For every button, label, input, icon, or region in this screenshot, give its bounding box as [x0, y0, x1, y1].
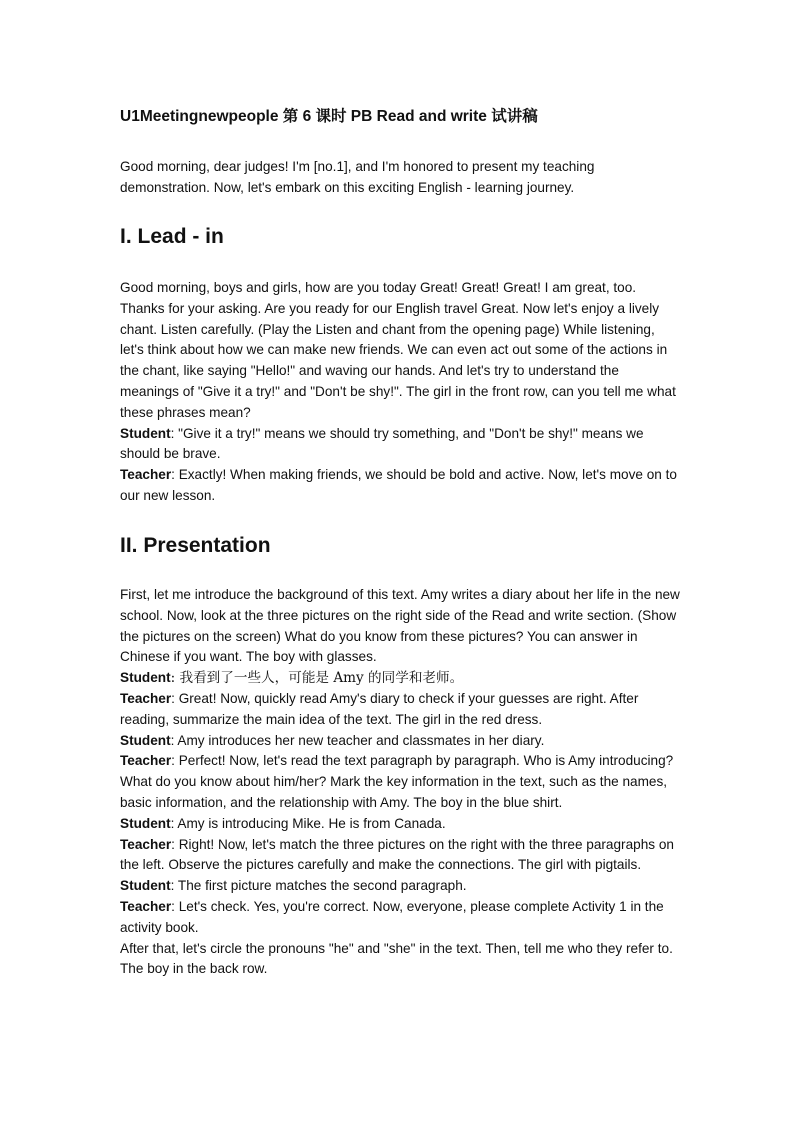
presentation-paragraph: First, let me introduce the background of this text. Amy writes a diary about her life in the new school. Now, look at the three pictures on the right side of the Read and write section. (Show the pictures on the screen) What do you know from these pictures? You can answer in Chinese if you want. The boy with glasses. — [120, 587, 680, 665]
dialogue-line — [120, 424, 680, 466]
dialogue-line — [120, 465, 680, 507]
dialogue-line — [120, 689, 680, 731]
presentation-heading: II. Presentation — [120, 534, 271, 557]
speaker-label: Teacher — [120, 898, 172, 914]
speaker-label: Teacher — [120, 836, 172, 852]
dialogue-line — [120, 731, 680, 752]
speaker-label: Student — [120, 878, 171, 894]
lead-in-heading: I. Lead - in — [120, 225, 224, 248]
intro-paragraph: Good morning, dear judges! I'm [no.1], and I'm honored to present my teaching demonstration. Now, let's embark on this exciting English - learning journey. — [120, 159, 595, 195]
speaker-label: Teacher — [120, 467, 172, 483]
dialogue-text: : Perfect! Now, let's read the text paragraph by paragraph. Who is Amy introducing? What do you know about him/her? Mark the key information in the text, such as the names, basic information, and the relationship with Amy. The boy in the blue shirt. — [120, 753, 674, 810]
lead-in-section — [120, 278, 680, 507]
closing-paragraph: After that, let's circle the pronouns "he" and "she" in the text. Then, tell me who they refer to. The boy in the back row. — [120, 940, 673, 977]
dialogue-line — [120, 814, 680, 835]
dialogue-text: : Right! Now, let's match the three pictures on the right with the three paragraphs on the left. Observe the pictures carefully and make the connections. The girl with pigtails. — [120, 836, 674, 873]
dialogue-text: : Great! Now, quickly read Amy's diary to check if your guesses are right. After reading, summarize the main idea of the text. The girl in the red dress. — [120, 690, 639, 727]
dialogue-text: : Exactly! When making friends, we should be bold and active. Now, let's move on to our new lesson. — [120, 467, 677, 503]
dialogue-text: : Let's check. Yes, you're correct. Now, everyone, please complete Activity 1 in the activity book. — [120, 898, 664, 935]
speaker-label: Teacher — [120, 753, 172, 769]
speaker-label: Student — [120, 670, 171, 686]
dialogue-line — [120, 835, 680, 877]
document-title: U1Meetingnewpeople 第 6 课时 PB Read and write 试讲稿 — [120, 108, 538, 125]
dialogue-text: : The first picture matches the second paragraph. — [170, 878, 467, 894]
dialogue-text: : Amy introduces her new teacher and classmates in her diary. — [170, 732, 545, 748]
dialogue-line — [120, 897, 680, 939]
speaker-label: Student — [120, 815, 171, 831]
speaker-label: Student — [120, 732, 171, 748]
speaker-label: Student — [120, 425, 171, 441]
dialogue-line — [120, 751, 680, 813]
lead-in-paragraph: Good morning, boys and girls, how are you today Great! Great! Great! I am great, too. Thanks for your asking. Are you ready for our English travel Great. Now let's enjoy a lively chant. Listen carefully. (Play the Listen and chant from the opening page) While listening, let's think about how we can make new friends. We can even act out some of the actions in the chant, like saying "Hello!" and waving our hands. And let's try to understand the meanings of "Give it a try!" and "Don't be shy!". The girl in the front row, can you tell me what these phrases mean? — [120, 280, 676, 420]
dialogue-text: : "Give it a try!" means we should try something, and "Don't be shy!" means we should be brave. — [120, 425, 644, 462]
speaker-label: Teacher — [120, 690, 172, 706]
dialogue-line — [120, 668, 680, 689]
presentation-section — [120, 585, 680, 980]
dialogue-line — [120, 876, 680, 897]
dialogue-text: : Amy is introducing Mike. He is from Canada. — [170, 815, 446, 831]
dialogue-text: : 我看到了一些人，可能是 Amy 的同学和老师。 — [170, 670, 464, 687]
